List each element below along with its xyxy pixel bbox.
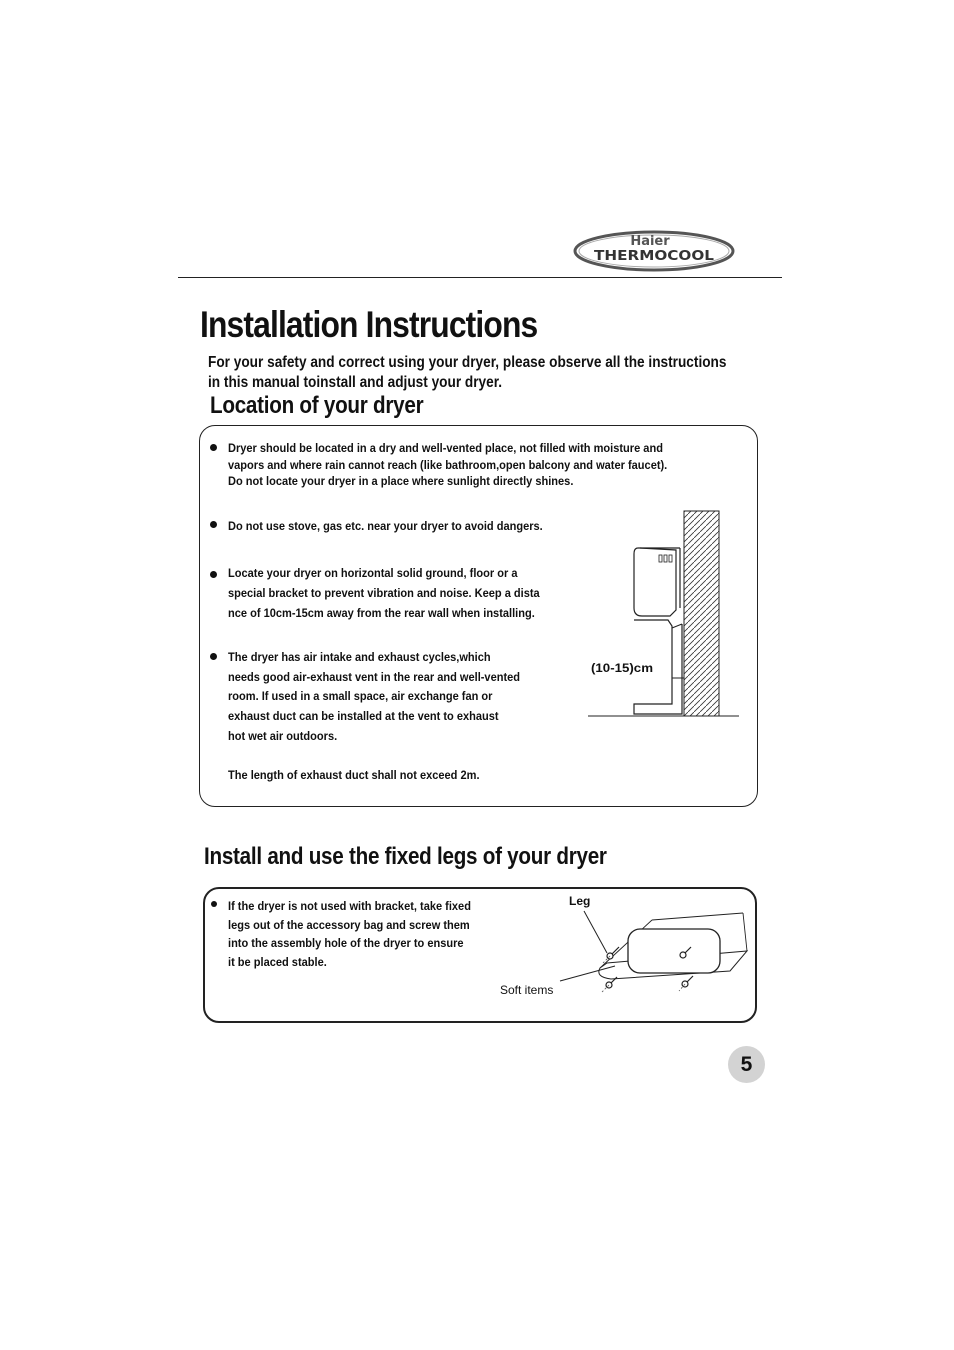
fixed-legs-diagram <box>555 893 755 993</box>
text-line: it be placed stable. <box>228 954 327 969</box>
text-line: hot wet air outdoors. <box>228 728 338 743</box>
legs-bullet <box>228 897 471 971</box>
bullet-dot <box>210 653 217 660</box>
exhaust-duct-note: The length of exhaust duct shall not exceed 2m. <box>228 768 480 782</box>
text-line: special bracket to prevent vibration and noise. Keep a dista <box>228 586 540 600</box>
location-bullet-4 <box>228 648 520 747</box>
soft-items-label: Soft items <box>500 983 554 997</box>
bullet-dot <box>210 444 217 451</box>
location-bullet-1 <box>228 439 667 491</box>
logo-brand-bottom: THERMOCOOL <box>594 249 714 264</box>
text-line: legs out of the accessory bag and screw them <box>228 917 470 932</box>
intro-line: in this manual toinstall and adjust your dryer. <box>208 374 503 391</box>
text-line: If the dryer is not used with bracket, take fixed <box>228 899 471 913</box>
location-bullet-2: Do not use stove, gas etc. near your dryer to avoid dangers. <box>228 519 543 533</box>
bullet-dot <box>210 571 217 578</box>
page-number: 5 <box>728 1046 765 1083</box>
text-line: Dryer should be located in a dry and well-vented place, not filled with moisture and <box>228 441 663 455</box>
text-line: exhaust duct can be installed at the vent to exhaust <box>228 709 499 724</box>
bullet-dot <box>210 521 217 528</box>
leg-label: Leg <box>569 894 591 908</box>
intro-line: For your safety and correct using your dryer, please observe all the instructions <box>208 354 727 371</box>
legs-heading: Install and use the fixed legs of your dryer <box>204 843 607 870</box>
header-rule <box>178 277 782 278</box>
location-bullet-3 <box>228 563 540 623</box>
text-line: into the assembly hole of the dryer to ensure <box>228 936 464 950</box>
text-line: nce of 10cm-15cm away from the rear wall when installing. <box>228 606 535 620</box>
logo-brand-top: Haier <box>630 234 670 249</box>
text-line: Locate your dryer on horizontal solid ground, floor or a <box>228 566 518 580</box>
location-heading: Location of your dryer <box>210 392 424 419</box>
text-line: Do not locate your dryer in a place where sunlight directly shines. <box>228 474 574 488</box>
wall-distance-diagram <box>586 508 742 720</box>
text-line: room. If used in a small space, air exchange fan or <box>228 689 493 704</box>
bullet-dot <box>211 901 217 907</box>
distance-label: (10-15)cm <box>591 661 653 675</box>
text-line: The dryer has air intake and exhaust cycles,which <box>228 650 491 664</box>
text-line: vapors and where rain cannot reach (like bathroom,open balcony and water faucet). <box>228 457 668 472</box>
intro-text <box>208 353 771 393</box>
haier-thermocool-logo <box>572 228 736 274</box>
page-title: Installation Instructions <box>200 304 538 345</box>
text-line: needs good air-exhaust vent in the rear and well-vented <box>228 669 521 684</box>
